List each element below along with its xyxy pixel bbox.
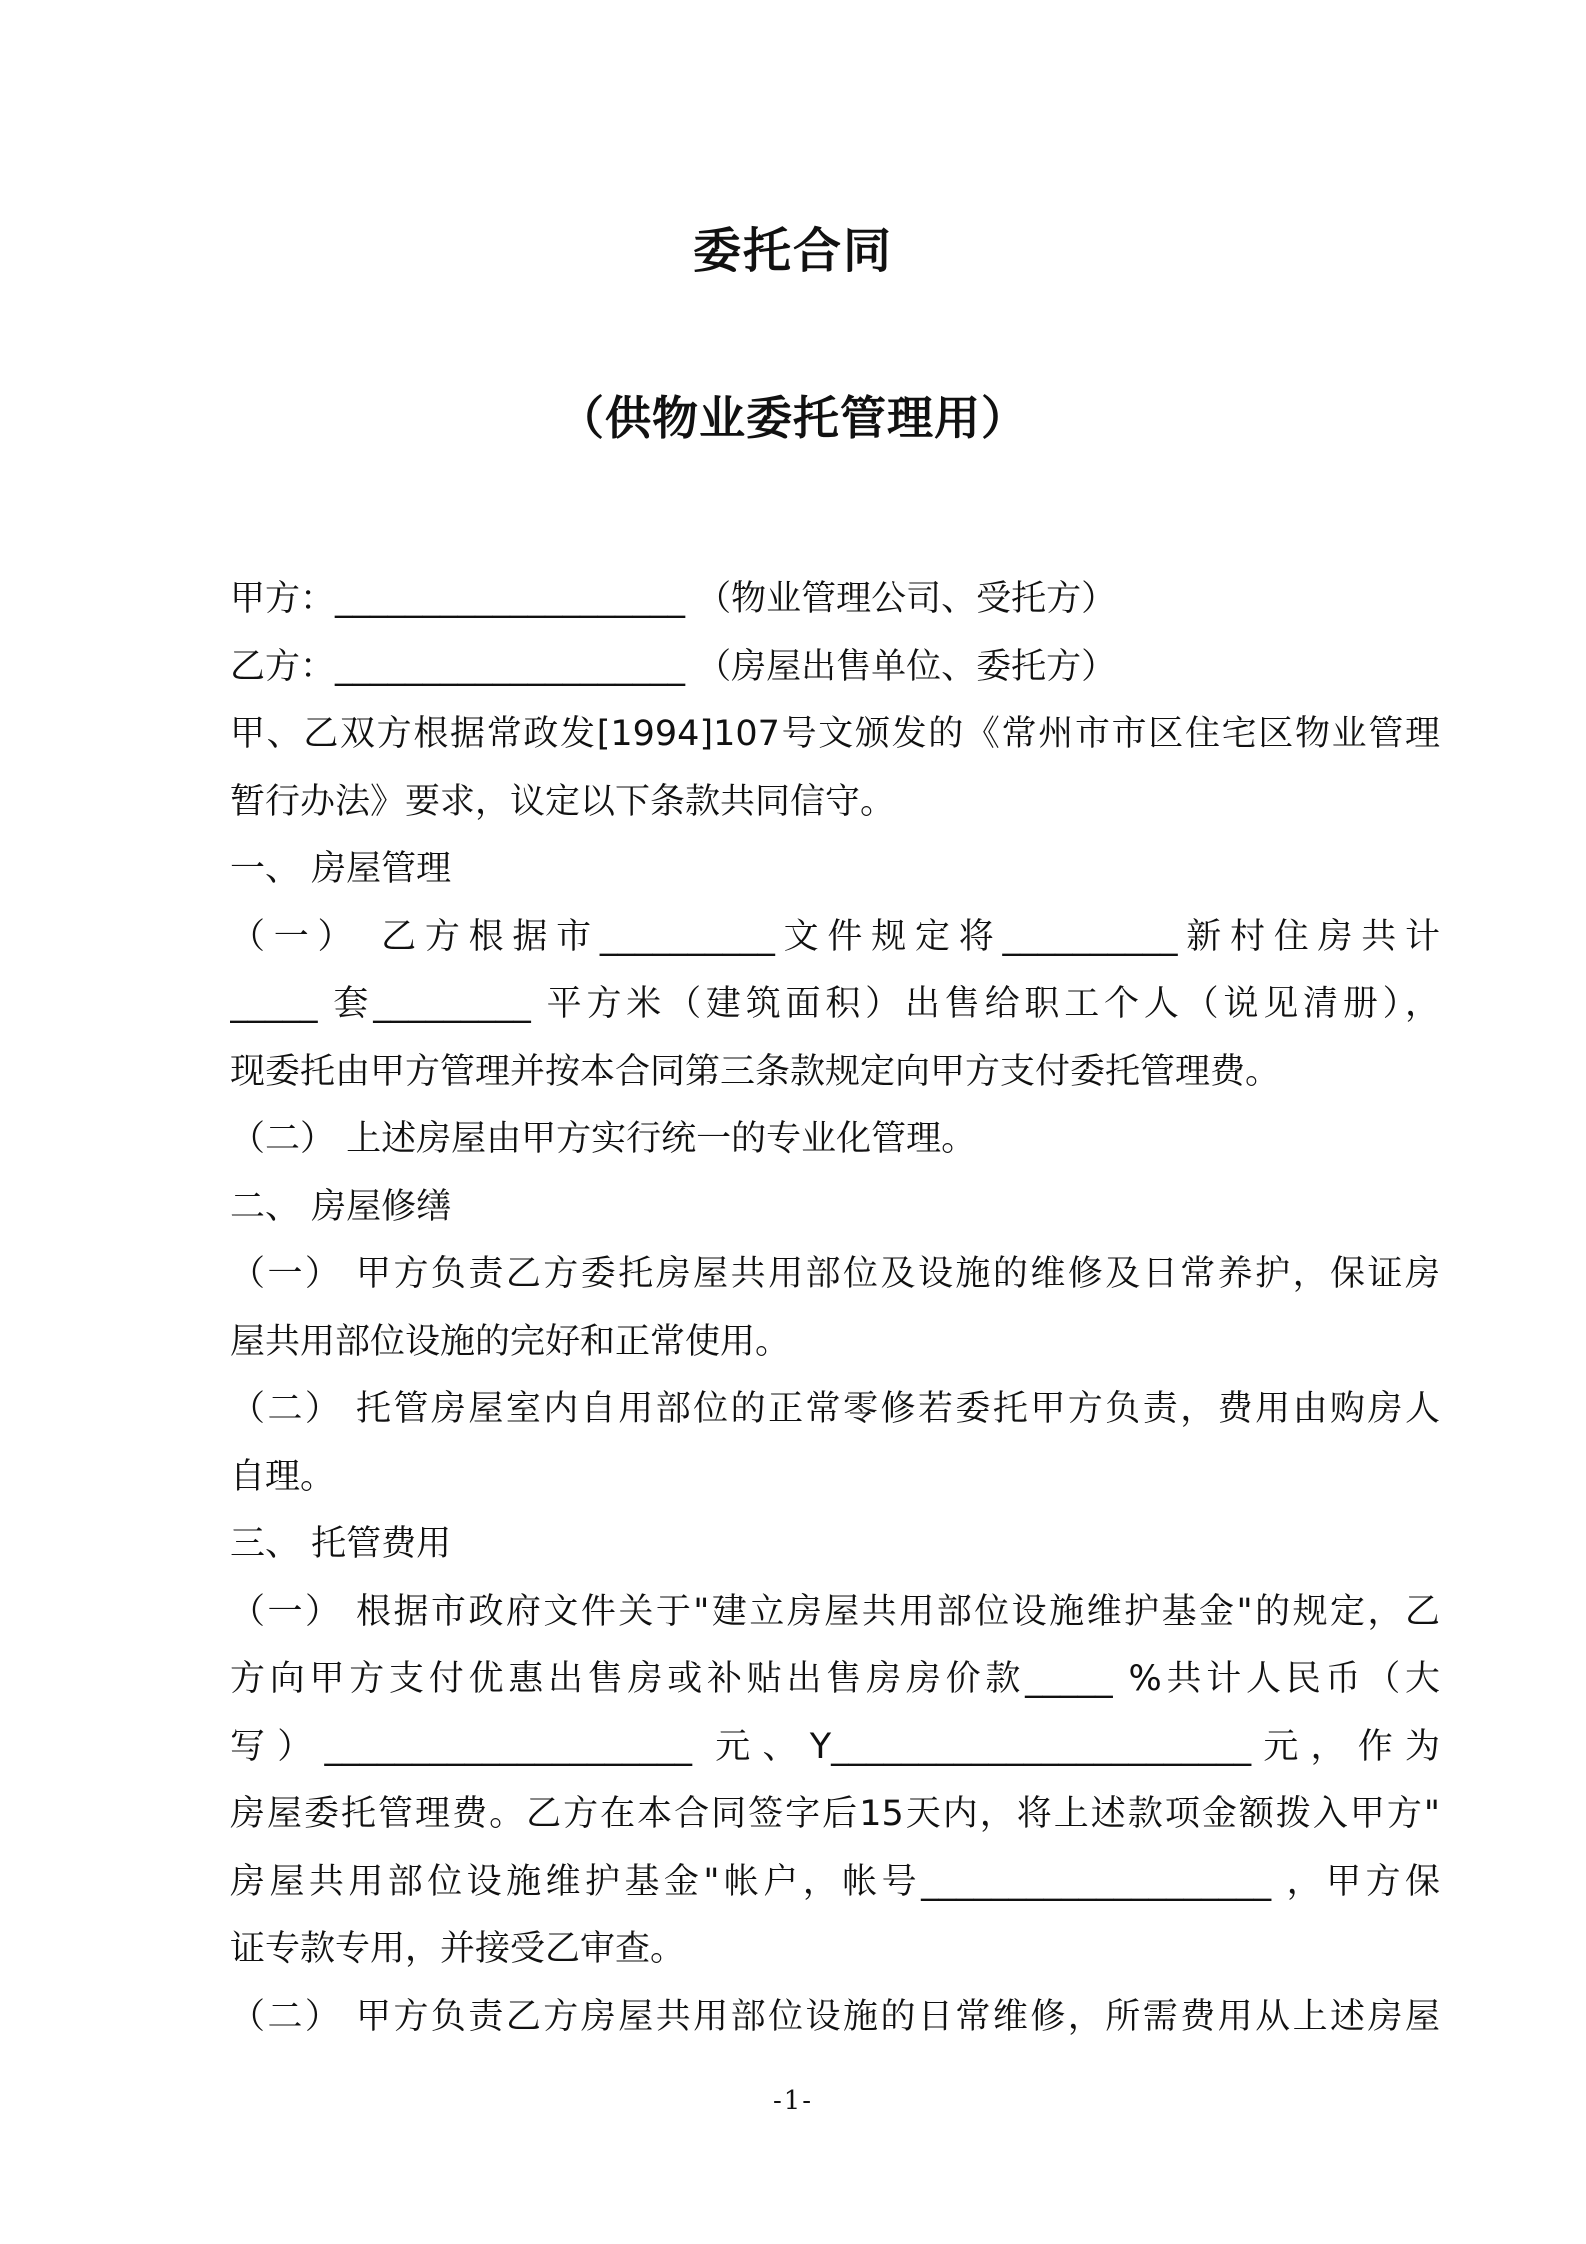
section-heading: 三、 托管费用 [230, 1524, 452, 1564]
page-number: -1- [772, 2086, 814, 2116]
clause-line: 屋共用部位设施的完好和正常使用。 [230, 1321, 791, 1362]
clause-line: 房屋共用部位设施维护基金"帐户，帐号____________________ ，甲方保 [230, 1861, 1440, 1902]
document-subtitle: （供物业委托管理用） [558, 391, 1028, 445]
section-heading: 二、 房屋修缮 [230, 1186, 452, 1227]
clause-line: （一） 甲方负责乙方委托房屋共用部位及设施的维修及日常养护，保证房 [230, 1254, 1440, 1294]
section-heading: 一、 房屋管理 [230, 849, 452, 889]
preamble-line: 甲、乙双方根据常政发[1994]107号文颁发的《常州市市区住宅区物业管理 [230, 714, 1440, 754]
document-title: 委托合同 [692, 223, 893, 279]
contract-body [230, 566, 1440, 2051]
party-a-line: 甲方：____________________ （物业管理公司、受托方） [230, 579, 1117, 619]
clause-line: （二） 托管房屋室内自用部位的正常零修若委托甲方负责，费用由购房人 [230, 1389, 1440, 1429]
clause-line: （二） 甲方负责乙方房屋共用部位设施的日常维修，所需费用从上述房屋 [230, 1996, 1440, 2037]
preamble-line: 暂行办法》要求，议定以下条款共同信守。 [230, 781, 896, 822]
clause-line: 房屋委托管理费。乙方在本合同签字后15天内，将上述款项金额拨入甲方" [230, 1794, 1440, 1834]
clause-line: （二） 上述房屋由甲方实行统一的专业化管理。 [230, 1119, 977, 1159]
clause-line: （一） 乙方根据市__________文件规定将__________新村住房共计 [230, 916, 1440, 957]
party-b-line: 乙方：____________________ （房屋出售单位、委托方） [230, 646, 1117, 687]
clause-line: 方向甲方支付优惠出售房或补贴出售房房价款_____ %共计人民币（大 [230, 1659, 1440, 1699]
clause-line: （一） 根据市政府文件关于"建立房屋共用部位设施维护基金"的规定，乙 [230, 1591, 1440, 1632]
clause-line: 写）_____________________ 元、Y________________________元，作为 [230, 1726, 1440, 1767]
clause-line: 自理。 [230, 1456, 336, 1497]
clause-line: 证专款专用，并接受乙审查。 [230, 1929, 686, 1969]
clause-line: 现委托由甲方管理并按本合同第三条款规定向甲方支付委托管理费。 [230, 1051, 1281, 1092]
clause-line: _____ 套_________ 平方米（建筑面积）出售给职工个人（说见清册）， [230, 984, 1440, 1024]
